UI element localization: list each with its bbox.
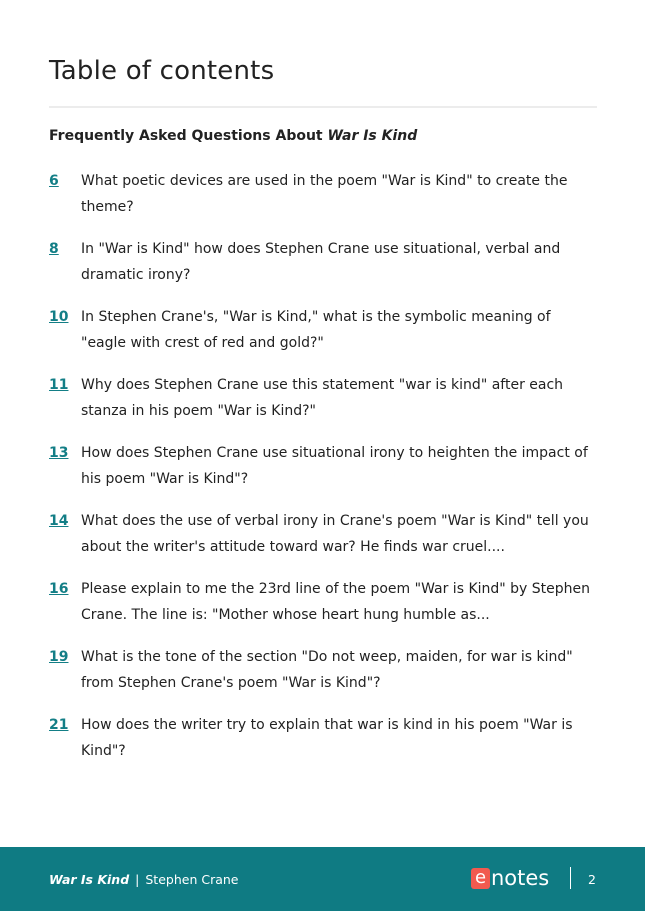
page-footer [0, 847, 645, 911]
toc-item [49, 644, 599, 712]
footer-citation [49, 872, 238, 887]
toc-item [49, 236, 599, 304]
toc-question: Why does Stephen Crane use this statement "war is kind" after each stanza in his poem "War is Kind?" [81, 377, 564, 419]
toc-page-link[interactable]: 8 [49, 241, 59, 257]
section-heading-book: War Is Kind [327, 128, 418, 144]
toc-question: In Stephen Crane's, "War is Kind," what is the symbolic meaning of "eagle with crest of red and gold?" [81, 309, 551, 351]
toc-question: What poetic devices are used in the poem "War is Kind" to create the theme? [81, 173, 568, 215]
toc-item [49, 712, 599, 780]
footer-separator: | [135, 872, 140, 887]
toc-page-link[interactable]: 21 [49, 717, 69, 733]
footer-book-title: War Is Kind [49, 872, 130, 887]
toc-page-link[interactable]: 11 [49, 377, 69, 393]
title-divider [49, 106, 597, 108]
footer-divider [570, 867, 571, 889]
toc-page-link[interactable]: 16 [49, 581, 69, 597]
section-heading [49, 128, 417, 144]
toc-page-link[interactable]: 10 [49, 309, 69, 325]
logo-text: notes [491, 866, 550, 890]
toc-item [49, 304, 599, 372]
logo-e-icon: e [471, 868, 490, 889]
toc-item [49, 372, 599, 440]
page-title: Table of contents [49, 56, 275, 86]
toc-item [49, 508, 599, 576]
toc-item [49, 440, 599, 508]
toc-page-link[interactable]: 19 [49, 649, 69, 665]
footer-page-number: 2 [588, 872, 596, 887]
toc-question: How does the writer try to explain that war is kind in his poem "War is Kind"? [81, 717, 573, 759]
toc-item [49, 576, 599, 644]
toc-question: Please explain to me the 23rd line of the poem "War is Kind" by Stephen Crane. The line is: "Mother whose heart hung humble as... [81, 581, 591, 623]
toc-question: What is the tone of the section "Do not weep, maiden, for war is kind" from Stephen Crane's poem "War is Kind"? [81, 649, 573, 691]
toc-item [49, 168, 599, 236]
toc-question: How does Stephen Crane use situational irony to heighten the impact of his poem "War is Kind"? [81, 445, 588, 487]
toc-page-link[interactable]: 6 [49, 173, 59, 189]
section-heading-prefix: Frequently Asked Questions About [49, 128, 328, 144]
toc-question: In "War is Kind" how does Stephen Crane use situational, verbal and dramatic irony? [81, 241, 561, 283]
toc-page-link[interactable]: 14 [49, 513, 69, 529]
toc-question: What does the use of verbal irony in Crane's poem "War is Kind" tell you about the writer's attitude toward war? He finds war cruel.... [81, 513, 589, 555]
footer-author: Stephen Crane [145, 872, 239, 887]
toc-page-link[interactable]: 13 [49, 445, 69, 461]
toc-list [49, 168, 599, 780]
enotes-logo[interactable] [471, 866, 549, 890]
